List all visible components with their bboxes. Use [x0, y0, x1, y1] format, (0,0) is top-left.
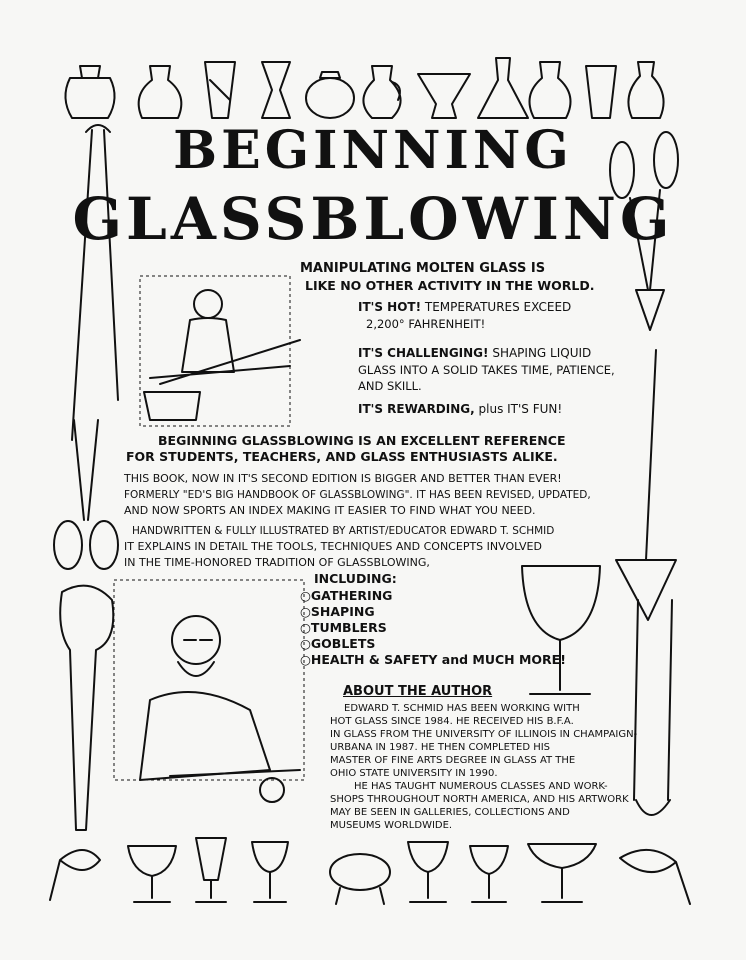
feature-hot: [358, 300, 571, 314]
intro-line-2: LIKE NO OTHER ACTIVITY IN THE WORLD.: [305, 278, 595, 293]
including-label: INCLUDING:: [314, 571, 397, 586]
list-item: ○ SHAPING: [300, 604, 566, 620]
vase-top-1: [65, 66, 114, 118]
feature-challenge-line3: AND SKILL.: [358, 379, 422, 393]
body-line-1: THIS BOOK, NOW IN IT'S SECOND EDITION IS BIGGER AND BETTER THAN EVER!: [124, 472, 562, 485]
reference-line-1: BEGINNING GLASSBLOWING IS AN EXCELLENT REFERENCE: [158, 433, 566, 448]
feature-reward-tail: plus IT'S FUN!: [478, 402, 563, 416]
about-line: EDWARD T. SCHMID HAS BEEN WORKING WITH: [344, 703, 580, 714]
feature-challenge-line2: GLASS INTO A SOLID TAKES TIME, PATIENCE,: [358, 363, 615, 377]
intro-line-1: MANIPULATING MOLTEN GLASS IS: [300, 261, 546, 276]
feature-hot-line2: 2,200° FAHRENHEIT!: [366, 317, 486, 331]
vase-top-11: [628, 62, 663, 118]
pipe-right: [616, 350, 676, 620]
fish-bottom-left: [50, 850, 100, 900]
vase-top-3: [205, 62, 235, 118]
list-item: ○ HEALTH & SAFETY and MUCH MORE!: [300, 652, 566, 668]
goblet-bottom-3: [252, 842, 288, 902]
feature-reward-lead: IT'S REWARDING,: [358, 402, 475, 416]
body-line-5: IT EXPLAINS IN DETAIL THE TOOLS, TECHNIQUES AND CONCEPTS INVOLVED: [124, 540, 542, 553]
vase-top-2: [139, 66, 182, 118]
about-line: SHOPS THROUGHOUT NORTH AMERICA, AND HIS ARTWORK: [330, 794, 629, 805]
about-line: IN GLASS FROM THE UNIVERSITY OF ILLINOIS IN CHAMPAIGN-: [330, 729, 638, 740]
about-line: MUSEUMS WORLDWIDE.: [330, 820, 453, 831]
including-list: [300, 588, 566, 668]
feature-reward: [358, 402, 562, 416]
illustration-author-portrait: [114, 580, 304, 802]
about-line: OHIO STATE UNIVERSITY IN 1990.: [330, 768, 498, 779]
title-line-2: GLASSBLOWING: [72, 185, 674, 253]
goblet-bottom-4: [408, 842, 448, 902]
goblet-bottom-1: [128, 846, 176, 902]
about-line: MASTER OF FINE ARTS DEGREE IN GLASS AT THE: [330, 755, 576, 766]
reference-line-2: FOR STUDENTS, TEACHERS, AND GLASS ENTHUSIASTS ALIKE.: [126, 449, 558, 464]
feature-hot-lead: IT'S HOT!: [358, 300, 422, 314]
vase-top-5: [306, 72, 354, 118]
vase-top-4: [262, 62, 290, 118]
goblet-bottom-5: [470, 846, 508, 902]
feature-challenge-line1: SHAPING LIQUID: [492, 346, 592, 360]
pig-figure: [330, 854, 390, 904]
fish-bottom-right: [620, 850, 690, 904]
illustration-glassblower-bench: [140, 276, 300, 426]
feature-challenge: [358, 346, 591, 360]
about-line: HOT GLASS SINCE 1984. HE RECEIVED HIS B.F.A.: [330, 716, 574, 727]
vase-top-6: [363, 66, 400, 118]
about-line: URBANA IN 1987. HE THEN COMPLETED HIS: [330, 742, 551, 753]
vase-top-7: [418, 74, 470, 118]
goblet-bottom-6: [528, 844, 596, 902]
torch-left: [60, 586, 113, 830]
body-line-4: HANDWRITTEN & FULLY ILLUSTRATED BY ARTIST/EDUCATOR EDWARD T. SCHMID: [132, 525, 555, 537]
about-line: HE HAS TAUGHT NUMEROUS CLASSES AND WORK-: [354, 781, 608, 792]
goblet-bottom-2: [196, 838, 226, 902]
list-item: ○ GATHERING: [300, 588, 566, 604]
vase-top-8: [478, 58, 528, 118]
feature-challenge-lead: IT'S CHALLENGING!: [358, 346, 489, 360]
about-text: [330, 702, 637, 832]
vase-top-10: [586, 66, 616, 118]
jack-right: [634, 600, 672, 815]
title-line-1: BEGINNING: [173, 120, 573, 181]
shears-left: [54, 420, 118, 569]
list-item: ○ GOBLETS: [300, 636, 566, 652]
body-line-6: IN THE TIME-HONORED TRADITION OF GLASSBLOWING,: [124, 556, 430, 569]
list-item: ○ TUMBLERS: [300, 620, 566, 636]
about-line: MAY BE SEEN IN GALLERIES, COLLECTIONS AND: [330, 807, 570, 818]
feature-hot-line1: TEMPERATURES EXCEED: [424, 300, 572, 314]
body-line-3: AND NOW SPORTS AN INDEX MAKING IT EASIER TO FIND WHAT YOU NEED.: [124, 504, 536, 517]
about-heading: ABOUT THE AUTHOR: [343, 684, 493, 699]
body-line-2: FORMERLY "ED'S BIG HANDBOOK OF GLASSBLOWING". IT HAS BEEN REVISED, UPDATED,: [124, 489, 591, 501]
vase-top-9: [530, 62, 571, 118]
